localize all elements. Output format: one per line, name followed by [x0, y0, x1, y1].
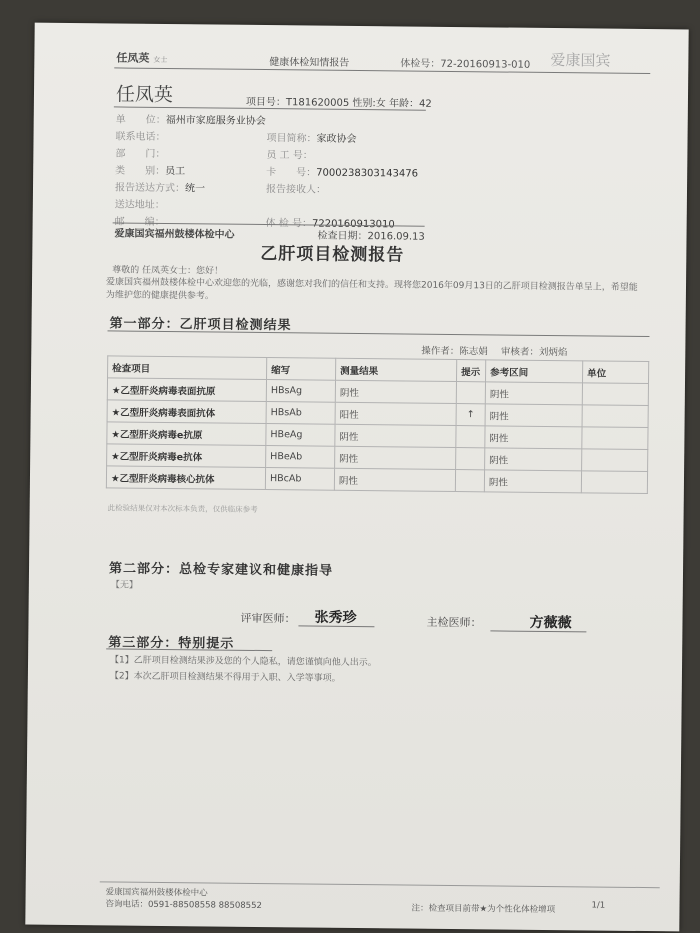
footer-note: 注：检查项目前带★为个性化体检增项	[411, 903, 556, 916]
cell-hint	[455, 470, 484, 492]
cell-unit	[581, 471, 647, 494]
report-page	[25, 23, 688, 932]
reviewer-label: 评审医师：	[240, 611, 296, 626]
cell-ref: 阴性	[485, 426, 582, 449]
operator-line	[421, 343, 567, 359]
field-label: 邮 编：	[114, 216, 165, 228]
cell-result: 阴性	[335, 380, 456, 403]
chief-signature-line	[490, 630, 586, 632]
results-table	[106, 355, 649, 494]
col-header: 缩写	[267, 358, 336, 381]
cell-item: ★乙型肝炎病毒表面抗原	[107, 378, 266, 402]
cell-result: 阴性	[335, 424, 456, 447]
cell-unit	[582, 449, 648, 472]
cell-unit	[582, 405, 648, 428]
table-row	[106, 466, 647, 494]
reviewer-signature-line	[298, 625, 374, 627]
cell-hint	[456, 426, 485, 448]
chief-signature: 方薇薇	[529, 614, 572, 632]
page-number: 1/1	[591, 900, 606, 911]
col-header: 检查项目	[108, 356, 267, 380]
field-label: 卡 号：	[266, 167, 317, 179]
cell-result: 阳性	[335, 402, 456, 425]
cell-abbr: HBcAb	[265, 468, 334, 491]
header-patient-name	[116, 49, 167, 66]
field-label: 员 工 号：	[266, 150, 313, 162]
operator: 操作者：陈志娟	[421, 345, 488, 358]
cell-item: ★乙型肝炎病毒e抗体	[107, 444, 266, 468]
intro-paragraph: 爱康国宾福州鼓楼体检中心欢迎您的光临，感谢您对我们的信任和支持。现将您2016年09月13日的乙肝项目检测报告单呈上，希望能为维护您的健康提供参考。	[105, 277, 638, 302]
field-value: 员工	[165, 165, 186, 178]
cell-result: 阴性	[334, 468, 455, 491]
part1-title: 第一部分：乙肝项目检测结果	[109, 316, 292, 334]
field-report-receiver	[266, 177, 326, 197]
cell-result: 阴性	[335, 446, 456, 469]
cell-hint	[456, 448, 485, 470]
part1-divider	[108, 330, 650, 337]
cell-hint	[456, 382, 485, 404]
patient-info-line: 项目号：T181620005 性别:女 年龄：42	[245, 96, 432, 110]
document-title: 乙肝项目检测报告	[260, 243, 405, 266]
field-value: 7000238303143476	[316, 167, 419, 180]
cell-abbr: HBsAb	[266, 402, 335, 425]
header-name-suffix: 女士	[153, 55, 168, 64]
reviewer-signature: 张秀珍	[314, 609, 357, 627]
part2-content: 【无】	[110, 580, 138, 591]
col-header: 单位	[582, 361, 648, 384]
field-label: 报告接收人：	[265, 184, 327, 196]
cell-unit	[582, 427, 648, 450]
cell-ref: 阴性	[484, 470, 581, 493]
brand-logo: 爱康国宾	[550, 51, 611, 70]
col-header: 提示	[457, 360, 486, 382]
cell-item: ★乙型肝炎病毒e抗原	[107, 422, 266, 446]
chief-label: 主检医师：	[426, 615, 482, 630]
reviewer: 审核者：刘炳焰	[500, 346, 568, 359]
cell-item: ★乙型肝炎病毒核心抗体	[106, 466, 265, 490]
field-label: 送达地址：	[114, 199, 165, 211]
field-label: 联系电话：	[115, 131, 166, 143]
cell-abbr: HBsAg	[266, 380, 335, 403]
exam-date: 检查日期：2016.09.13	[317, 230, 425, 243]
cell-item: ★乙型肝炎病毒表面抗体	[107, 400, 266, 424]
footer-phone: 咨询电话：0591-88508558 88508552	[105, 899, 262, 912]
footer-center: 爱康国宾福州鼓楼体检中心	[105, 887, 208, 899]
col-header: 参考区间	[486, 360, 583, 383]
field-label: 单 位：	[115, 114, 166, 126]
field-label: 体 检 号：	[265, 218, 313, 230]
center-name: 爱康国宾福州鼓楼体检中心	[114, 228, 235, 241]
cell-abbr: HBeAb	[266, 446, 335, 469]
field-value: 家政协会	[316, 133, 357, 145]
cell-abbr: HBeAg	[266, 424, 335, 447]
header-exam-number: 体检号：72-20160913-010	[400, 58, 531, 71]
field-value: 7220160913010	[311, 218, 395, 231]
header-report-title: 健康体检知情报告	[269, 57, 350, 69]
results-disclaimer: 此检验结果仅对本次标本负责，仅供临床参考	[107, 503, 258, 514]
cell-ref: 阴性	[485, 448, 582, 471]
cell-unit	[582, 383, 648, 406]
col-header: 测量结果	[336, 358, 457, 381]
field-value: 福州市家庭服务业协会	[165, 114, 266, 128]
greeting: 尊敬的 任凤英女士：您好！	[112, 265, 224, 277]
field-label: 部 门：	[115, 148, 166, 160]
header-name-text: 任凤英	[116, 51, 150, 65]
part2-title: 第二部分：总检专家建议和健康指导	[108, 561, 334, 579]
field-label: 类 别：	[115, 165, 166, 177]
tip-item: 【1】乙肝项目检测结果涉及您的个人隐私，请您谨慎向他人出示。	[110, 655, 377, 669]
patient-name: 任凤英	[115, 83, 174, 107]
cell-ref: 阴性	[485, 382, 582, 405]
cell-hint: ↑	[456, 404, 485, 426]
part3-title: 第三部分：特别提示	[108, 635, 235, 652]
field-label: 项目简称：	[266, 133, 317, 145]
field-label: 报告送达方式：	[114, 182, 186, 195]
field-value: 统一	[184, 183, 206, 195]
tip-item: 【2】本次乙肝项目检测结果不得用于入职、入学等事项。	[109, 671, 341, 684]
cell-ref: 阴性	[485, 404, 582, 427]
